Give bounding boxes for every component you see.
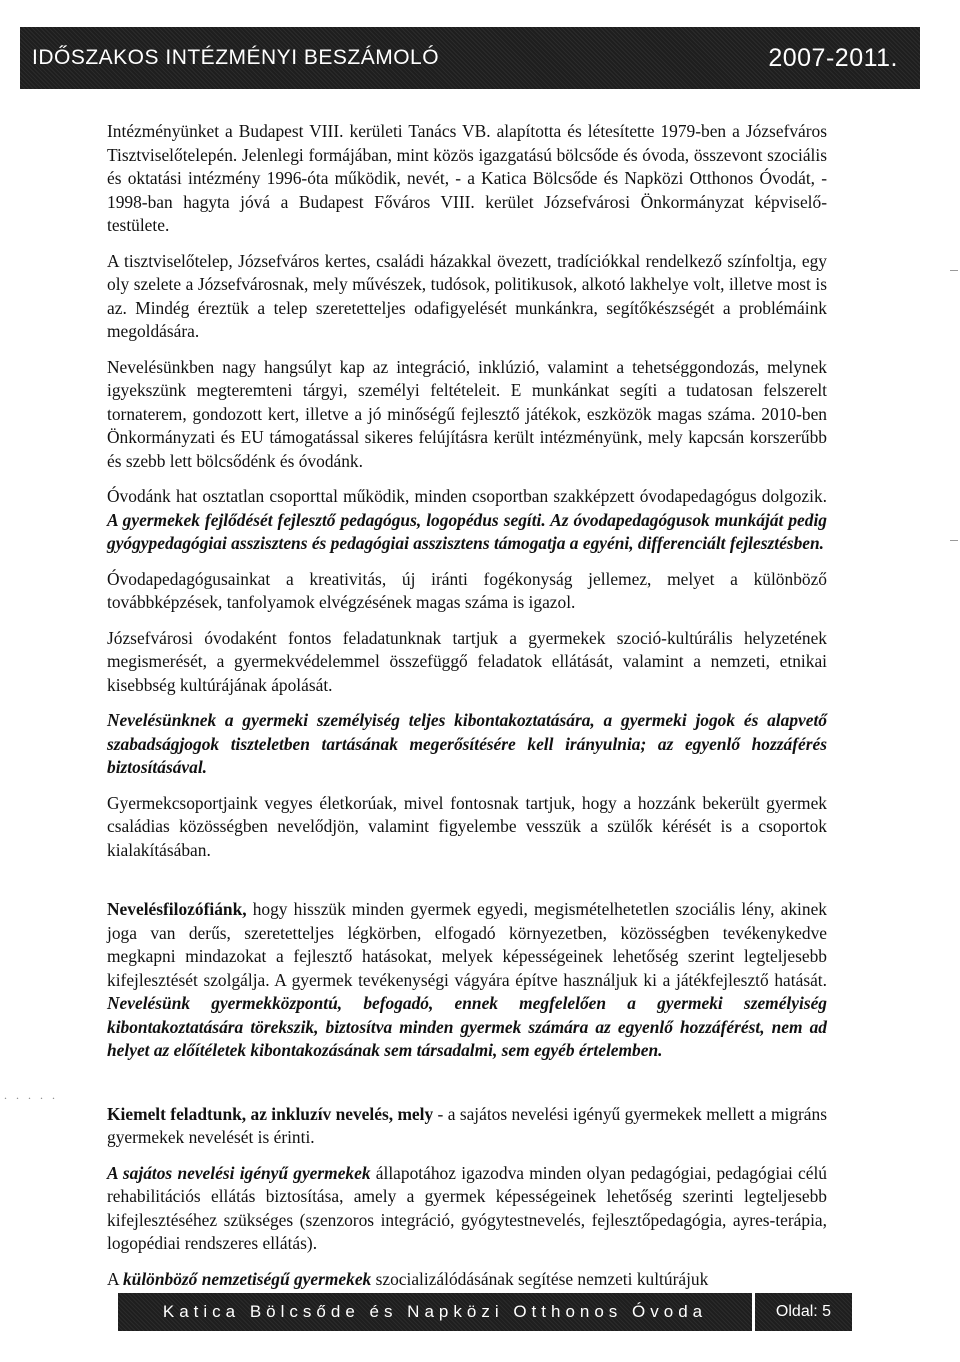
text-segment: hogy hisszük minden gyermek egyedi, megismételhetetlen szociális lény, akinek joga van derűs, szeretetteljes légkörben, elfogadó környezetben, közösségben tevékenykedve megkapni mindazokat a fejlesztő hatásokat, melyek képességeinek lehetőség szerint legteljesebb kifejlesztését szolgálja. A gyermek tevékenységi vágyára építve használjuk ki a játékfejlesztő hatását. [107, 899, 827, 990]
text-segment: Óvodapedagógusainkat a kreativitás, új iránti fogékonyság jellemez, melyet a különböző továbbképzések, tanfolyamok elvégzésének magas száma is igazol. [107, 568, 827, 612]
paragraph [107, 898, 827, 1063]
text-segment: Intézményünket a Budapest VIII. kerületi Tanács VB. alapította és létesítette 1979-ben a Józsefváros Tisztviselőtelepén. Jelenlegi formájában, mint közös igazgatású bölcsőde és óvoda, összevont szociális és oktatási intézmény 1996-óta működik, nevét, - a Katica Bölcsőde és Napközi Otthonos Óvodát, - 1998-ban hagyta jóvá a Budapest Főváros VIII. kerület Józsefvárosi Önkormányzat képviselő-testülete. [107, 121, 827, 235]
text-segment: szocializálódásának segítése nemzeti kultúrájuk [371, 1268, 709, 1289]
text-segment: - a sajátos nevelési igényű gyermekek mellett a migráns gyermekek nevelését is érinti. [107, 1103, 827, 1147]
text-segment: Nevelésünknek a gyermeki személyiség teljes kibontakoztatására, a gyermeki jogok és alapvető szabadságjogok tiszteletben tartásának megerősítésére kell irányulnia; az egyenlő hozzáférés biztosításával. [107, 710, 827, 777]
paragraph [107, 792, 827, 863]
text-segment: Gyermekcsoportjaink vegyes életkorúak, mivel fontosnak tartjuk, hogy a hozzánk bekerült gyermek családias közösségben nevelődjön, valamint figyelembe vesszük a szülők kérését is a csoportok kialakításában. [107, 792, 827, 860]
text-segment: állapotához igazodva minden olyan pedagógiai, pedagógiai célú rehabilitációs ellátás biztosítása, amely a gyermek képességeinek lehetőség szerinti legteljesebb kifejlesztéséhez szükséges (szenzoros integráció, gyógytestnevelés, fejlesztőpedagógia, ayres-terápia, logopédiai rendszeres ellátás). [107, 1162, 828, 1253]
document-body [107, 120, 827, 1303]
text-segment: Józsefvárosi óvodaként fontos feladatunknak tartjuk a gyermekek szoció-kultúrális helyzetének megismerését, a gyermekvédelemmel összefüggő feladatok ellátását, valamint a nemzeti, etnikai kisebbség kultúrájának ápolását. [107, 627, 827, 695]
institution-name: Katica Bölcsőde és Napközi Otthonos Óvoda [162, 1302, 708, 1321]
text-segment: Nevelésünkben nagy hangsúlyt kap az integráció, inklúzió, valamint a tehetséggondozás, melynek igyekszünk megteremteni tárgyi, személyi feltételeit. E munkánkat segíti a tudatosan felszerelt tornaterem, gondozott kert, illetve a jó minőségű fejlesztő játékok, eszközök magas száma. 2010-ben Önkormányzati és EU támogatással sikeres felújításra került intézményünk, mely kapcsán korszerűbb és szebb lett bölcsődénk és óvodánk. [107, 356, 827, 471]
text-segment: Óvodánk hat osztatlan csoporttal működik, minden csoportban szakképzett óvodapedagógus dolgozik. [107, 486, 827, 506]
margin-mark [950, 270, 958, 271]
margin-mark [950, 540, 958, 541]
text-segment: A tisztviselőtelep, Józsefváros kertes, családi házakkal övezett, tradíciókkal rendelkező színfoltja, egy oly szelete a Józsefvárosnak, mely művészek, tudósok, politikusok, alkotó lakhelye volt, illetve most is az. Mindég éreztük a telep szeretetteljes odafigyelését munkánkra, segítőkészségét a problémáink megoldására. [107, 250, 827, 341]
paragraph [107, 1268, 827, 1292]
text-segment: A sajátos nevelési igényű gyermekek [107, 1162, 371, 1183]
text-segment: A [107, 1268, 123, 1289]
paragraph [107, 1162, 827, 1256]
header-bar [20, 27, 920, 89]
paragraph [107, 356, 827, 474]
footer-bar [118, 1293, 852, 1331]
paragraph [107, 1103, 827, 1150]
scan-artifact-dots: . . . . . [4, 1088, 58, 1102]
text-segment: különböző nemzetiségű gyermekek [122, 1268, 372, 1289]
paragraph [107, 627, 827, 698]
paragraph [107, 120, 827, 238]
text-segment: Nevelésünk gyermekközpontú, befogadó, ennek megfelelően a gyermeki személyiség kibontakoztatására törekszik, biztosítva minden gyermek számára az egyenlő hozzáférést, nem ad helyet az előítéletek kibontakozásának sem társadalmi, sem egyéb értelemben. [107, 993, 827, 1060]
paragraph [107, 709, 827, 780]
period-years: 2007-2011. [768, 43, 898, 72]
paragraph [107, 568, 827, 615]
text-segment: A gyermekek fejlődését fejlesztő pedagógus, logopédus segíti. Az óvodapedagógusok munkáját pedig gyógypedagógiai asszisztens és pedagógiai asszisztens támogatja a egyéni, differenciált fejlesztésben. [107, 509, 827, 553]
paragraph [107, 250, 827, 344]
text-segment: Nevelésfilozófiánk, [107, 899, 247, 919]
text-segment: Kiemelt feladtunk, az inkluzív nevelés, mely [107, 1103, 434, 1124]
paragraph [107, 485, 827, 556]
document-title: IDŐSZAKOS INTÉZMÉNYI BESZÁMOLÓ [32, 46, 440, 69]
page-number: Oldal: 5 [752, 1293, 852, 1331]
